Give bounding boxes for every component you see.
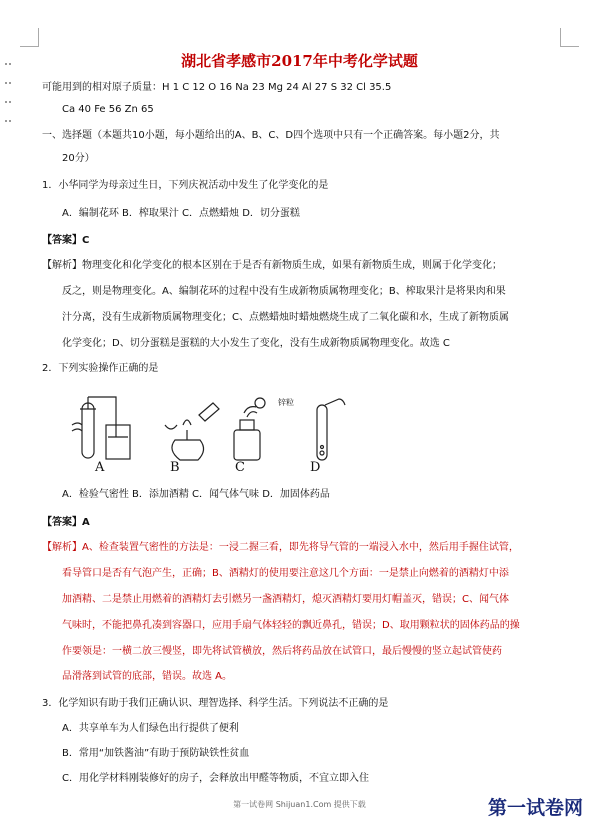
crop-mark-top-right (560, 28, 579, 47)
crop-mark-top-left (20, 28, 39, 47)
q3-option: C．用化学材料刚装修好的房子，会释放出甲醛等物质，不宜立即入住 (62, 773, 369, 784)
section1-heading-cont: 20分） (62, 153, 95, 164)
page-title: 湖北省孝感市2017年中考化学试题 (181, 52, 418, 70)
q2-stem: 2．下列实验操作正确的是 (42, 363, 159, 374)
q1-answer: 【答案】C (42, 235, 90, 246)
q2-analysis-line: 气味时，不能把鼻孔凑到容器口，应用手扇气体轻轻的飘近鼻孔，错误；D、取用颗粒状的固体药品的操 (62, 620, 520, 631)
q1-analysis-line: 【解析】物理变化和化学变化的根本区别在于是否有新物质生成，如果有新物质生成，则属于化学变化； (42, 260, 502, 271)
q1-analysis-line: 汁分离，没有生成新物质属物理变化；C、点燃蜡烛时蜡烛燃烧生成了二氧化碳和水，生成了新物质属 (62, 312, 509, 323)
q2-analysis-line: 品滑落到试管的底部，错误。故选 A。 (62, 671, 233, 682)
section1-heading: 一、选择题（本题共10小题，每小题给出的A、B、C、D四个选项中只有一个正确答案。每小题2分，共 (42, 130, 500, 141)
q2-answer: 【答案】A (42, 517, 90, 528)
atomic-masses-line2: Ca 40 Fe 56 Zn 65 (62, 104, 154, 115)
alcohol-lamp-icon (165, 403, 219, 460)
q3-option: B．常用“加铁酱油”有助于预防缺铁性贫血 (62, 748, 250, 759)
q2-analysis-line: 作要领是：一横二放三慢竖，即先将试管横放，然后将药品放在试管口，最后慢慢的竖立起试管使药 (62, 646, 502, 657)
q1-analysis-line: 反之，则是物理变化。A、编制花环的过程中没有生成新物质属物理变化；B、榨取果汁是将果肉和果 (62, 286, 506, 297)
q2-analysis-line: 看导管口是否有气泡产生，正确；B、酒精灯的使用要注意这几个方面：一是禁止向燃着的酒精灯中添 (62, 568, 509, 579)
fig-caption-zinc: 锌粒 (278, 398, 294, 407)
gas-bottle-icon (234, 398, 265, 460)
fig-label-a: A (95, 460, 105, 475)
q1-stem: 1．小华同学为母亲过生日，下列庆祝活动中发生了化学变化的是 (42, 180, 329, 191)
gas-tightness-apparatus-icon (72, 397, 130, 459)
q2-options: A．检验气密性 B．添加酒精 C．闻气体气味 D．加固体药品 (62, 489, 330, 500)
fig-label-d: D (310, 460, 321, 475)
fig-label-c: C (235, 460, 245, 475)
q3-option: A．共享单车为人们绿色出行提供了便利 (62, 723, 239, 734)
atomic-masses-line1: 可能用到的相对原子质量：H 1 C 12 O 16 Na 23 Mg 24 Al 27 S 32 Cl 35.5 (42, 82, 392, 93)
q2-experiment-figure (70, 395, 370, 475)
page-footer: 第一试卷网 Shijuan1.Com 提供下载 (233, 800, 366, 809)
q1-analysis-line: 化学变化；D、切分蛋糕是蛋糕的大小发生了变化，没有生成新物质属物理变化。故选 C (62, 338, 450, 349)
q1-options: A．编制花环 B．榨取果汁 C．点燃蜡烛 D．切分蛋糕 (62, 208, 300, 219)
fig-label-b: B (170, 460, 180, 475)
q2-analysis-line: 【解析】A、检查装置气密性的方法是：一浸二握三看，即先将导气管的一端浸入水中，然后用手握住试管， (42, 542, 519, 553)
q2-analysis-line: 加酒精、二是禁止用燃着的酒精灯去引燃另一盏酒精灯，熄灭酒精灯要用灯帽盖灭，错误；C、闻气体 (62, 594, 509, 605)
q3-stem: 3．化学知识有助于我们正确认识、理智选择、科学生活。下列说法不正确的是 (42, 698, 389, 709)
test-tube-zinc-icon (317, 399, 345, 460)
brand-logo-text: 第一试卷网 (487, 797, 583, 819)
